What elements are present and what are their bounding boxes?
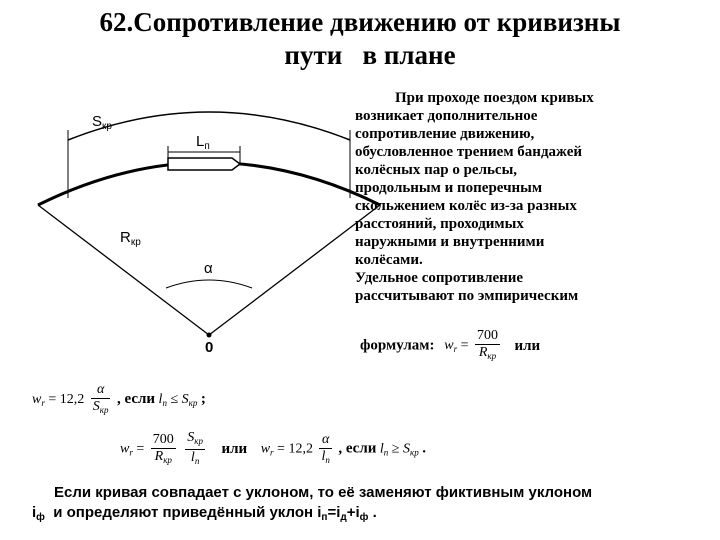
description-text [355, 89, 715, 305]
fraction: $\frac{\alpha}{S_{кр}}$ [92, 382, 109, 415]
note-line-1: Если кривая совпадает с уклоном, то её заменяют фиктивным уклоном [54, 484, 593, 501]
description-line: обусловленное трением бандажей [355, 144, 583, 160]
title-line-2: пути в плане [284, 40, 456, 70]
label-l: $L_п$ [196, 133, 210, 152]
description-line: продольным и поперечным [355, 180, 543, 196]
center-point [207, 333, 212, 338]
formula-simple-line [360, 328, 540, 374]
note-line-2: $i_ф$ и определяют приведённый уклон $i_п=i_д+i_ф$ . [32, 504, 377, 523]
angle-arc [166, 280, 252, 288]
description-line: Удельное сопротивление [355, 270, 524, 286]
fraction: $\frac{700}{R_{кр}}$ [152, 431, 174, 465]
formula-1: $w_r = 12,2$ $\frac{\alpha}{S_{кр}}$ , если $l_п \le S_{кр}$ ; [32, 382, 206, 418]
description-line: возникает дополнительное [355, 108, 538, 124]
title-line-1: 62.Сопротивление движению от кривизны [99, 7, 621, 37]
train-shape [168, 158, 240, 170]
label-alpha: α [204, 260, 213, 277]
description-line: наружными и внутренними [355, 234, 545, 250]
description-line: рассчитывают по эмпирическим [355, 288, 579, 304]
description-line: скольжением колёс из-за разных [355, 198, 577, 214]
radius-left [38, 205, 209, 335]
formula-2: $w_r$ = $\frac{700}{R_{кр}}$ $\frac{S_{кр}}{l_п}$ или $w_r = 12,2$ $\frac{\alpha}{l_п}$ , если $l_п \ge S_{кр}$ . [120, 430, 426, 469]
label-r: $R_{кр}$ [120, 229, 141, 248]
description-line: При проходе поездом кривых [395, 90, 594, 106]
description-line: расстояний, проходимых [355, 216, 524, 232]
fraction: $\frac{\alpha}{l_п}$ [321, 431, 330, 465]
fraction: $\frac{S_{кр}}{l_п}$ [187, 430, 203, 466]
label-center: 0 [205, 339, 214, 356]
description-line: сопротивление движению, [355, 126, 535, 142]
or-word: или [514, 337, 541, 354]
formula-simple: $w_r$ = $\frac{700}{R_{кр}}$ [444, 338, 506, 353]
description-line: колёсных пар о рельсы, [355, 162, 518, 178]
label-s: $S_{кр}$ [92, 113, 112, 132]
fictitious-gradient-note [32, 483, 712, 528]
description-line: колёсами. [355, 252, 423, 268]
fraction: $\frac{700}{R_{кр}}$ [476, 328, 498, 361]
formulas-word: формулам: [360, 337, 435, 354]
